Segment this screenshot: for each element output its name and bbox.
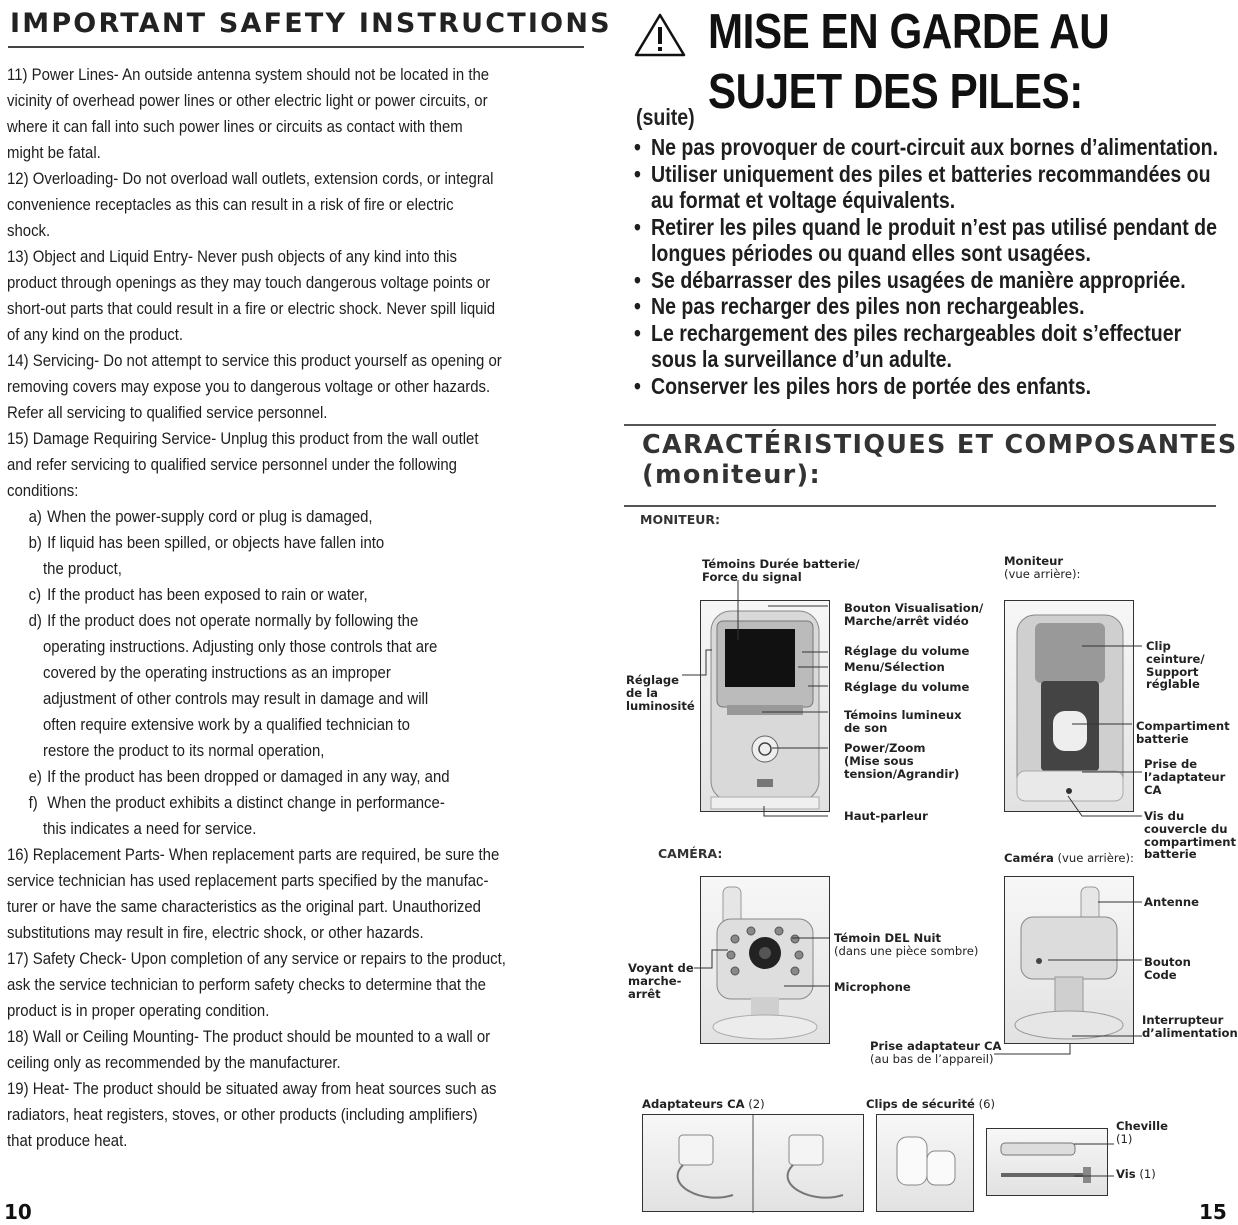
instruction-line: [7, 998, 590, 1024]
instruction-line: [7, 478, 590, 504]
camera-back-drawing: [1005, 877, 1135, 1045]
section-rule-top: [624, 424, 1216, 426]
callout-belt-clip-line4: réglable: [1146, 677, 1200, 692]
battery-warning-heading: [708, 2, 1109, 122]
instruction-text: often require extensive work by a qualified technician to: [43, 715, 410, 734]
instruction-line: [7, 582, 590, 608]
callout-ac-adapters-bold: Adaptateurs CA: [642, 1097, 745, 1111]
instruction-text: If liquid has been spilled, or objects have fallen into: [47, 533, 385, 552]
callout-ac-jack: [1144, 758, 1225, 796]
callout-menu-select: [844, 661, 945, 674]
battery-warning-item: • Conserver les piles hors de portée des enfants.: [634, 373, 1221, 400]
security-clips-drawing: [877, 1115, 975, 1213]
callout-monitor-back-line2: (vue arrière):: [1004, 566, 1081, 581]
callout-antenna: [1144, 896, 1199, 909]
callout-power-indicator-line2: marche-: [628, 973, 682, 988]
instruction-line: [7, 972, 590, 998]
instruction-line: [7, 842, 590, 868]
callout-ac-adapters: [642, 1098, 765, 1111]
battery-warning-item: • Retirer les piles quand le produit n’est pas utilisé pendant de longues périodes ou quand elles sont usagées.: [634, 214, 1221, 267]
callout-night-led-line2: (dans une pièce sombre): [834, 943, 979, 958]
callout-camera-back-rest: (vue arrière):: [1053, 851, 1134, 865]
instruction-sub-label: c): [28, 585, 42, 604]
instruction-text: might be fatal.: [7, 143, 101, 162]
callout-power-switch-line1: Interrupteur: [1142, 1013, 1224, 1027]
callout-camera-back: [1004, 852, 1134, 865]
instruction-line: [7, 1050, 590, 1076]
instruction-text: 18) Wall or Ceiling Mounting- The product should be mounted to a wall or: [7, 1027, 491, 1046]
instruction-text: 14) Servicing- Do not attempt to service this product yourself as opening or: [7, 351, 502, 370]
instruction-text: product through openings as they may touch dangerous voltage points or: [7, 273, 491, 292]
callout-view-button-line1: Bouton Visualisation/: [844, 601, 984, 615]
instruction-sub-label: d): [28, 611, 42, 630]
camera-label: CAMÉRA:: [658, 846, 723, 861]
callout-security-clips: [866, 1098, 995, 1111]
instruction-text: restore the product to its normal operation,: [43, 741, 325, 760]
instruction-text: ceiling only as recommended by the manufacturer.: [7, 1053, 341, 1072]
instruction-line: [7, 868, 590, 894]
instruction-text: 15) Damage Requiring Service- Unplug this product from the wall outlet: [7, 429, 479, 448]
instruction-text: the product,: [43, 559, 122, 578]
section-rule-bottom: [624, 505, 1216, 507]
instruction-line: [7, 764, 590, 790]
callout-volume-down: [844, 681, 969, 694]
instruction-line: [7, 322, 590, 348]
monitor-label: MONITEUR:: [640, 512, 721, 527]
instruction-line: [7, 166, 590, 192]
callout-screw: [1116, 1168, 1156, 1181]
callout-monitor-back: [1004, 555, 1080, 581]
camera-back-photo: [1004, 876, 1134, 1044]
instruction-line: [7, 426, 590, 452]
instruction-text: 19) Heat- The product should be situated away from heat sources such as: [7, 1079, 497, 1098]
callout-power-indicator-line3: arrêt: [628, 986, 661, 1001]
callout-camera-back-bold: Caméra: [1004, 851, 1054, 865]
battery-warning-item: • Se débarrasser des piles usagées de manière appropriée.: [634, 267, 1221, 294]
callout-microphone-text: Microphone: [834, 980, 911, 994]
callout-anchor: [1116, 1120, 1168, 1146]
instruction-line: [7, 634, 590, 660]
section-title-line-1: CARACTÉRISTIQUES ET COMPOSANTES: [642, 430, 1238, 460]
instruction-text: covered by the operating instructions as an improper: [43, 663, 391, 682]
callout-view-button: [844, 602, 983, 628]
warning-triangle-icon: [634, 12, 686, 58]
callout-battery-compartment-line1: Compartiment: [1136, 719, 1230, 733]
safety-instructions-body: [7, 62, 590, 1154]
callout-security-clips-bold: Clips de sécurité: [866, 1097, 975, 1111]
callout-code-button: [1144, 956, 1191, 982]
instruction-text: When the product exhibits a distinct change in performance-: [47, 793, 445, 812]
instruction-line: [7, 504, 590, 530]
callout-anchor-line1: Cheville: [1116, 1119, 1168, 1133]
instruction-line: [7, 452, 590, 478]
instruction-text: convenience receptacles as this can result in a risk of fire or electric: [7, 195, 454, 214]
instruction-text: shock.: [7, 221, 51, 240]
instruction-text: When the power-supply cord or plug is damaged,: [47, 507, 373, 526]
callout-cover-screw-line2: couvercle du: [1144, 821, 1228, 836]
callout-power-indicator: [628, 962, 694, 1000]
callout-monitor-back-line1: Moniteur: [1004, 554, 1064, 568]
callout-camera-ac-jack-line2: (au bas de l’appareil): [870, 1051, 994, 1066]
instruction-line: [7, 1102, 590, 1128]
instruction-line: [7, 712, 590, 738]
instruction-line: [7, 270, 590, 296]
suite-label: (suite): [636, 104, 695, 130]
callout-volume-down-text: Réglage du volume: [844, 680, 970, 694]
callout-security-clips-rest: (6): [974, 1097, 995, 1111]
camera-front-drawing: [701, 877, 831, 1045]
callout-code-button-line2: Code: [1144, 967, 1177, 982]
callout-night-led-line1: Témoin DEL Nuit: [834, 931, 941, 945]
instruction-text: product is in proper operating condition.: [7, 1001, 270, 1020]
instruction-text: where it can fall into such power lines or circuits as contact with them: [7, 117, 463, 136]
callout-volume-up-text: Réglage du volume: [844, 644, 970, 658]
callout-sound-lights-line1: Témoins lumineux: [844, 708, 962, 722]
instruction-text: 12) Overloading- Do not overload wall outlets, extension cords, or integral: [7, 169, 494, 188]
callout-power-switch-line2: d’alimentation: [1142, 1025, 1238, 1040]
heading-line-1: MISE EN GARDE AU: [708, 5, 1110, 59]
features-section-title: [642, 430, 1238, 490]
instruction-line: [7, 946, 590, 972]
title-rule: [8, 46, 584, 48]
instruction-sub-label: f): [28, 793, 38, 812]
camera-front-photo: [700, 876, 830, 1044]
callout-power-zoom-line3: tension/Agrandir): [844, 766, 960, 781]
instruction-line: [7, 556, 590, 582]
callout-belt-clip-line3: Support: [1146, 664, 1199, 679]
battery-warning-item: • Le rechargement des piles rechargeables doit s’effectuer sous la surveillance d’un adulte.: [634, 320, 1221, 373]
instruction-text: 13) Object and Liquid Entry- Never push objects of any kind into this: [7, 247, 457, 266]
callout-antenna-text: Antenne: [1144, 895, 1200, 909]
instruction-text: and refer servicing to qualified service personnel under the following: [7, 455, 457, 474]
instruction-line: [7, 244, 590, 270]
callout-battery-compartment: [1136, 720, 1230, 746]
instruction-text: 16) Replacement Parts- When replacement parts are required, be sure the: [7, 845, 500, 864]
callout-ac-adapters-rest: (2): [744, 1097, 765, 1111]
page-number-left: 10: [4, 1200, 32, 1224]
callout-power-switch: [1142, 1014, 1238, 1040]
instruction-text: this indicates a need for service.: [43, 819, 257, 838]
instruction-sub-label: e): [28, 767, 42, 786]
callout-battery-signal: [702, 558, 860, 584]
instruction-text: short-out parts that could result in a fire or electric shock. Never spill liquid: [7, 299, 496, 318]
section-title-line-2: (moniteur):: [642, 460, 822, 490]
monitor-front-drawing: [701, 601, 831, 813]
callout-cover-screw-line1: Vis du: [1144, 809, 1185, 823]
instruction-line: [7, 686, 590, 712]
instruction-text: operating instructions. Adjusting only those controls that are: [43, 637, 438, 656]
battery-warning-item: • Utiliser uniquement des piles et batteries recommandées ou au format et voltage équivalents.: [634, 161, 1221, 214]
callout-battery-signal-line2: Force du signal: [702, 569, 802, 584]
monitor-back-drawing: [1005, 601, 1135, 813]
monitor-back-photo: [1004, 600, 1134, 812]
instruction-sub-label: b): [28, 533, 42, 552]
callout-volume-up: [844, 645, 969, 658]
callout-battery-signal-line1: Témoins Durée batterie/: [702, 557, 860, 571]
instruction-sub-label: a): [28, 507, 42, 526]
anchor-screw-drawing: [987, 1129, 1109, 1197]
instruction-line: [7, 1076, 590, 1102]
callout-speaker-text: Haut-parleur: [844, 809, 928, 823]
callout-power-zoom-line1: Power/Zoom: [844, 741, 926, 755]
instruction-text: 11) Power Lines- An outside antenna system should not be located in the: [7, 65, 490, 84]
instruction-text: 17) Safety Check- Upon completion of any service or repairs to the product,: [7, 949, 506, 968]
instruction-text: service technician has used replacement parts specified by the manufac-: [7, 871, 489, 890]
callout-power-zoom: [844, 742, 959, 780]
callout-ac-jack-line1: Prise de: [1144, 757, 1198, 771]
ac-adapters-drawing: [643, 1115, 865, 1213]
callout-screw-rest: (1): [1135, 1167, 1156, 1181]
instruction-text: substitutions may result in fire, electric shock, or other hazards.: [7, 923, 424, 942]
instruction-line: [7, 608, 590, 634]
instruction-line: [7, 738, 590, 764]
callout-night-led: [834, 932, 978, 958]
callout-ac-jack-line2: l’adaptateur: [1144, 769, 1226, 784]
instruction-text: adjustment of other controls may result in damage and will: [43, 689, 429, 708]
ac-adapters-photo: [642, 1114, 864, 1212]
callout-speaker: [844, 810, 928, 823]
battery-warning-list: [634, 134, 1221, 399]
instruction-line: [7, 348, 590, 374]
instruction-line: [7, 660, 590, 686]
instruction-line: [7, 114, 590, 140]
instruction-line: [7, 790, 590, 816]
security-clips-photo: [876, 1114, 974, 1212]
instruction-text: Refer all servicing to qualified service personnel.: [7, 403, 328, 422]
right-page: [612, 0, 1238, 1225]
battery-warning-item: • Ne pas recharger des piles non rechargeables.: [634, 293, 1221, 320]
callout-sound-lights: [844, 709, 962, 735]
callout-ac-jack-line3: CA: [1144, 782, 1162, 797]
instruction-line: [7, 1024, 590, 1050]
callout-battery-compartment-line2: batterie: [1136, 731, 1189, 746]
callout-power-indicator-line1: Voyant de: [628, 961, 694, 975]
instruction-text: conditions:: [7, 481, 79, 500]
instruction-text: ask the service technician to perform safety checks to determine that the: [7, 975, 486, 994]
callout-brightness-line3: luminosité: [626, 698, 695, 713]
callout-cover-screw-line4: batterie: [1144, 847, 1197, 862]
instruction-line: [7, 140, 590, 166]
callout-screw-bold: Vis: [1116, 1167, 1136, 1181]
page-number-right: 15: [1199, 1200, 1227, 1224]
instruction-line: [7, 192, 590, 218]
callout-belt-clip-line1: Clip: [1146, 639, 1171, 653]
callout-code-button-line1: Bouton: [1144, 955, 1191, 969]
instruction-text: that produce heat.: [7, 1131, 128, 1150]
callout-camera-ac-jack-line1: Prise adaptateur CA: [870, 1039, 1002, 1053]
instruction-line: [7, 1128, 590, 1154]
callout-brightness: [626, 674, 695, 712]
callout-menu-select-text: Menu/Sélection: [844, 660, 945, 674]
instruction-line: [7, 296, 590, 322]
instruction-line: [7, 400, 590, 426]
callout-microphone: [834, 981, 911, 994]
left-page: [0, 0, 612, 1225]
instruction-line: [7, 218, 590, 244]
instruction-text: turer or have the same characteristics as the original part. Unauthorized: [7, 897, 481, 916]
callout-sound-lights-line2: de son: [844, 720, 888, 735]
battery-warning-item: • Ne pas provoquer de court-circuit aux bornes d’alimentation.: [634, 134, 1221, 161]
instruction-line: [7, 530, 590, 556]
instruction-line: [7, 894, 590, 920]
callout-belt-clip: [1146, 640, 1205, 691]
callout-belt-clip-line2: ceinture/: [1146, 651, 1205, 666]
callout-cover-screw: [1144, 810, 1236, 861]
monitor-front-photo: [700, 600, 830, 812]
instruction-line: [7, 816, 590, 842]
instruction-line: [7, 62, 590, 88]
instruction-text: If the product does not operate normally by following the: [47, 611, 419, 630]
callout-cover-screw-line3: compartiment: [1144, 834, 1237, 849]
callout-anchor-line2: (1): [1116, 1131, 1133, 1146]
instruction-text: vicinity of overhead power lines or other electric light or power circuits, or: [7, 91, 488, 110]
callout-view-button-line2: Marche/arrêt vidéo: [844, 613, 969, 628]
heading-line-2: SUJET DES PILES:: [708, 65, 1083, 119]
instruction-line: [7, 374, 590, 400]
instruction-text: If the product has been dropped or damaged in any way, and: [47, 767, 450, 786]
instruction-line: [7, 920, 590, 946]
instruction-line: [7, 88, 590, 114]
instruction-text: If the product has been exposed to rain or water,: [47, 585, 368, 604]
anchor-screw-photo: [986, 1128, 1108, 1196]
callout-brightness-line1: Réglage: [626, 673, 680, 687]
safety-instructions-title: IMPORTANT SAFETY INSTRUCTIONS: [10, 8, 612, 39]
callout-brightness-line2: de la: [626, 685, 658, 700]
instruction-text: radiators, heat registers, stoves, or other products (including amplifiers): [7, 1105, 478, 1124]
callout-power-zoom-line2: (Mise sous: [844, 753, 914, 768]
callout-camera-ac-jack: [870, 1040, 1002, 1066]
instruction-text: of any kind on the product.: [7, 325, 184, 344]
instruction-text: removing covers may expose you to dangerous voltage or other hazards.: [7, 377, 491, 396]
